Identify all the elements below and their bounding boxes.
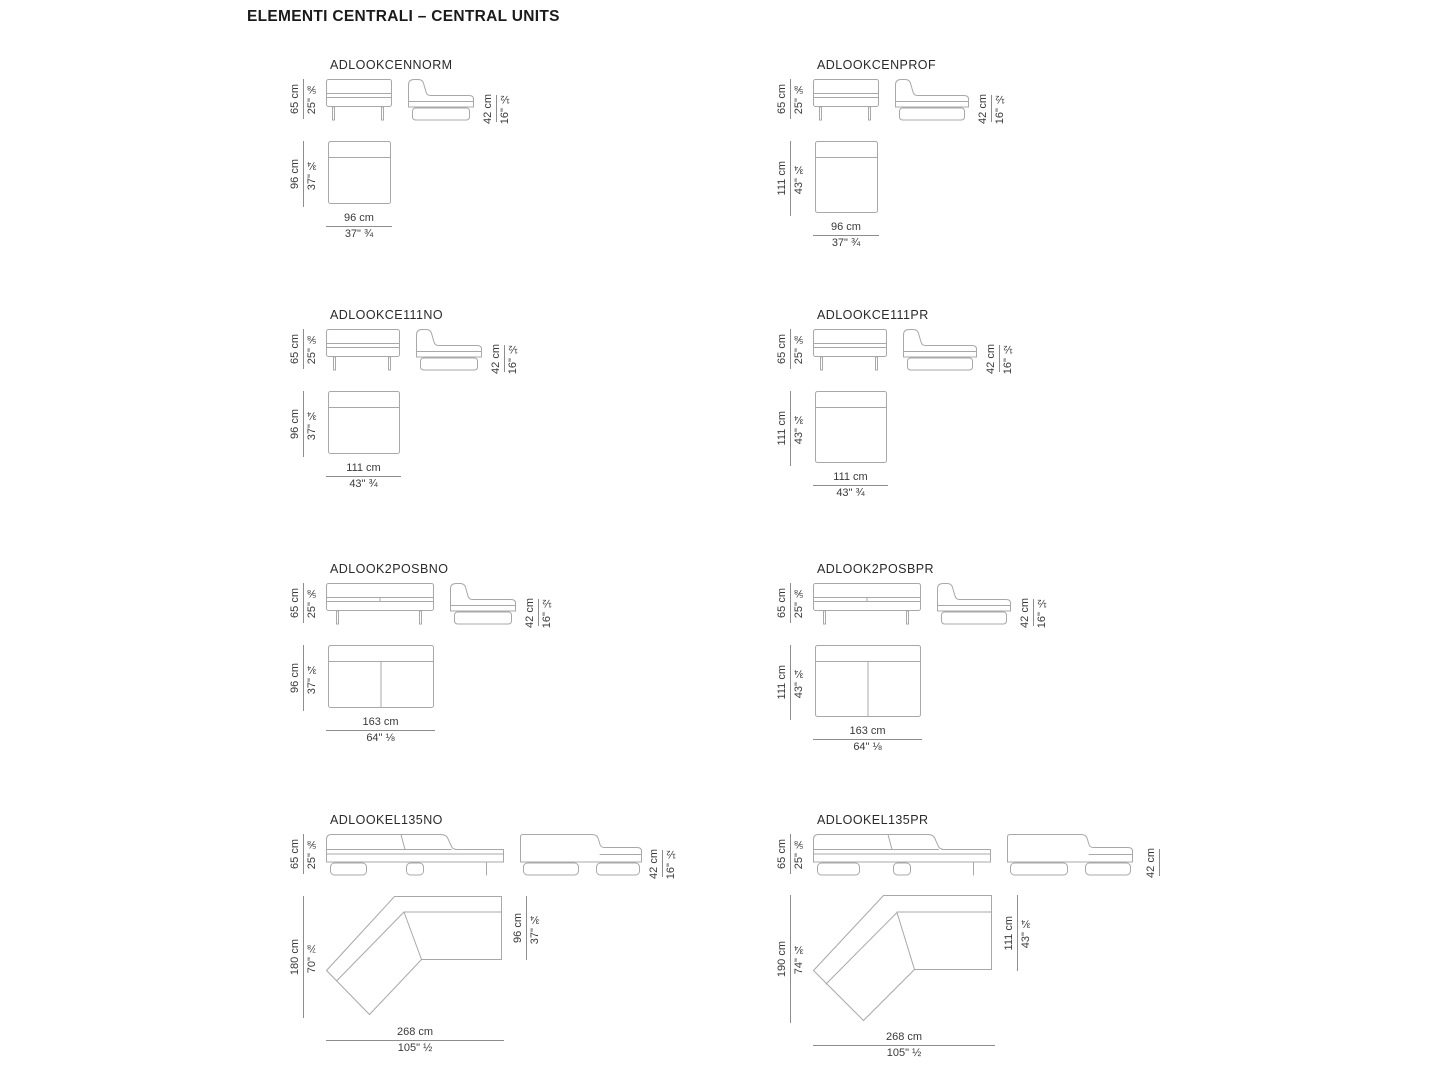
unit-code: ADLOOKCENPROF (817, 58, 937, 72)
height-dimension (287, 329, 320, 369)
unit-card-adlookel135no (247, 811, 734, 1076)
plan-depth-dimension (287, 645, 320, 711)
height-dimension (287, 583, 320, 623)
dimension-line (326, 730, 435, 731)
front-view-drawing (326, 583, 434, 625)
dimension-inch-label: 37" ¾ (306, 158, 318, 190)
back-view-drawing (1007, 834, 1133, 876)
plan-view-drawing (328, 391, 400, 454)
dimension-line (303, 645, 304, 711)
plan-view-row (287, 141, 734, 241)
seat-height-dimension (646, 848, 679, 879)
elevation-views (287, 834, 734, 879)
dimension-inch-label: 43" ¾ (793, 667, 805, 699)
dimension-cm-label: 96 cm (512, 913, 524, 944)
plan-depth-dimension (774, 895, 807, 1023)
plan-depth-dimension (287, 141, 320, 207)
side-view-drawing (895, 79, 969, 121)
front-view-drawing (326, 329, 400, 371)
dimension-inch-label: 105" ½ (886, 1046, 922, 1059)
dimension-cm-label: 42 cm (1145, 848, 1157, 878)
plan-view-block (813, 645, 922, 754)
height-dimension (287, 79, 320, 119)
dimension-line (1159, 849, 1160, 876)
dimension-inch-label: 37" ¾ (306, 408, 318, 440)
dimension-line (326, 476, 401, 477)
dimension-line (790, 141, 791, 216)
dimension-line (790, 329, 791, 369)
unit-card-adlook2posbpr (734, 560, 1221, 811)
elevation-views (287, 329, 734, 374)
plan-depth-dimension (287, 896, 320, 1018)
dimension-inch-label: 64" ⅛ (366, 732, 395, 745)
dimension-line (1033, 599, 1034, 626)
side-view-drawing (408, 79, 474, 121)
dimension-inch-label: 37" ¾ (344, 228, 374, 241)
plan-view-row (287, 645, 734, 745)
dimension-inch-label: 16" ½ (507, 343, 519, 375)
dimension-cm-label: 42 cm (490, 343, 502, 374)
dimension-cm-label: 111 cm (776, 665, 788, 700)
dimension-line (790, 79, 791, 119)
dimension-line (813, 1045, 995, 1046)
plan-depth-dimension (287, 391, 320, 457)
dimension-cm-label: 96 cm (289, 663, 301, 694)
plan-view-row (774, 645, 1221, 754)
seat-height-dimension (488, 343, 521, 374)
dimension-inch-label: 43" ¾ (349, 478, 378, 491)
plan-view-block (813, 141, 879, 250)
dimension-line (538, 599, 539, 626)
dimension-cm-label: 96 cm (831, 221, 861, 234)
plan-view-block (326, 645, 435, 745)
dimension-inch-label: 74" ¾ (793, 943, 805, 975)
plan-view-drawing (815, 391, 887, 463)
dimension-inch-label: 43" ¾ (1020, 917, 1032, 949)
unit-card-adlookce111no (247, 306, 734, 560)
dimension-cm-label: 111 cm (776, 411, 788, 446)
dimension-cm-label: 65 cm (776, 588, 788, 618)
plan-view-block (813, 895, 995, 1060)
dimension-cm-label: 65 cm (289, 588, 301, 618)
plan-width-dimension (326, 716, 435, 745)
seat-height-dimension (975, 93, 1008, 124)
plan-width-dimension (813, 1031, 995, 1060)
plan-view-drawing (328, 645, 434, 708)
dimension-inch-label: 43" ¾ (793, 413, 805, 445)
unit-card-adlookcennorm (247, 56, 734, 306)
dimension-inch-label: 43" ¾ (836, 487, 865, 500)
dimension-cm-label: 42 cm (524, 597, 536, 628)
plan-side-depth-dimension (510, 896, 543, 960)
dimension-line (303, 896, 304, 1018)
dimension-cm-label: 65 cm (776, 334, 788, 364)
dimension-inch-label: 64" ⅛ (853, 741, 882, 754)
unit-code: ADLOOKEL135PR (817, 813, 929, 827)
plan-width-dimension (326, 462, 401, 491)
unit-code: ADLOOKCE111NO (330, 308, 444, 322)
elevation-views (774, 329, 1221, 374)
front-view-drawing (813, 834, 991, 876)
dimension-line (526, 896, 527, 960)
dimension-cm-label: 42 cm (482, 93, 494, 124)
unit-code: ADLOOKCENNORM (330, 58, 453, 72)
dimension-line (326, 1040, 504, 1041)
page-title: ELEMENTI CENTRALI – CENTRAL UNITS (247, 8, 560, 25)
elevation-views (774, 583, 1221, 628)
dimension-inch-label: 16" ½ (994, 93, 1006, 125)
seat-height-dimension (983, 343, 1016, 374)
dimension-cm-label: 268 cm (396, 1026, 434, 1039)
plan-view-drawing (815, 141, 878, 213)
elevation-views (774, 834, 1221, 878)
dimension-inch-label: 16" ½ (1036, 597, 1048, 629)
plan-view-block (326, 391, 401, 491)
dimension-inch-label: 25" ⅝ (306, 83, 318, 115)
unit-card-adlookel135pr (734, 811, 1221, 1076)
dimension-line (790, 895, 791, 1023)
dimension-inch-label: 25" ⅝ (306, 333, 318, 365)
dimension-inch-label: 16" ½ (541, 597, 553, 629)
height-dimension (774, 583, 807, 623)
dimension-cm-label: 42 cm (648, 848, 660, 879)
dimension-line (303, 141, 304, 207)
plan-view-block (326, 141, 392, 241)
dimension-cm-label: 65 cm (776, 84, 788, 114)
elevation-views (287, 79, 734, 124)
dimension-line (662, 850, 663, 877)
plan-view-drawing (815, 645, 921, 717)
dimension-line (303, 834, 304, 874)
dimension-inch-label: 16" ½ (665, 848, 677, 880)
height-dimension (774, 79, 807, 119)
dimension-inch-label: 16" ½ (1002, 343, 1014, 375)
dimension-inch-label: 25" ⅝ (793, 333, 805, 365)
dimension-cm-label: 111 cm (776, 161, 788, 196)
plan-view-row (774, 391, 1221, 500)
front-view-drawing (326, 834, 504, 876)
plan-view-row (287, 896, 734, 1055)
dimension-cm-label: 180 cm (289, 939, 301, 976)
unit-code: ADLOOK2POSBPR (817, 562, 935, 576)
dimension-line (1017, 895, 1018, 971)
seat-height-dimension (1017, 597, 1050, 628)
dimension-line (813, 485, 888, 486)
dimension-line (496, 95, 497, 122)
dimension-inch-label: 37" ¾ (831, 237, 861, 250)
dimension-cm-label: 111 cm (1003, 915, 1015, 951)
plan-view-row (287, 391, 734, 491)
height-dimension (287, 834, 320, 874)
dimension-cm-label: 163 cm (849, 725, 886, 738)
side-view-drawing (416, 329, 482, 371)
plan-view-drawing (326, 896, 504, 1018)
front-view-drawing (813, 79, 879, 121)
plan-view-block (813, 391, 888, 500)
dimension-cm-label: 111 cm (833, 471, 868, 484)
dimension-line (790, 645, 791, 720)
plan-width-dimension (813, 725, 922, 754)
plan-depth-dimension (774, 645, 807, 720)
dimension-cm-label: 96 cm (289, 409, 301, 440)
front-view-drawing (813, 329, 887, 371)
dimension-cm-label: 96 cm (344, 212, 374, 225)
plan-width-dimension (813, 471, 888, 500)
dimension-inch-label: 16" ½ (499, 93, 511, 125)
dimension-cm-label: 268 cm (885, 1030, 923, 1043)
seat-height-dimension (480, 93, 513, 124)
elevation-views (774, 79, 1221, 124)
seat-height-dimension (522, 597, 555, 628)
front-view-drawing (813, 583, 921, 625)
dimension-cm-label: 190 cm (776, 940, 788, 977)
dimension-line (303, 79, 304, 119)
dimension-line (504, 345, 505, 372)
dimension-line (790, 391, 791, 466)
dimension-line (303, 583, 304, 623)
dimension-line (991, 95, 992, 122)
dimension-inch-label: 25" ⅝ (306, 587, 318, 619)
dimension-cm-label: 42 cm (985, 343, 997, 374)
plan-view-drawing (328, 141, 391, 204)
dimension-cm-label: 65 cm (289, 839, 301, 869)
dimension-cm-label: 65 cm (289, 334, 301, 364)
dimension-cm-label: 42 cm (1019, 597, 1031, 628)
plan-width-dimension (326, 212, 392, 241)
unit-code: ADLOOKCE111PR (817, 308, 929, 322)
dimension-inch-label: 37" ¾ (529, 912, 541, 944)
dimension-inch-label: 25" ⅝ (793, 587, 805, 619)
seat-height-dimension (1137, 848, 1170, 878)
dimension-cm-label: 96 cm (289, 159, 301, 190)
plan-depth-dimension (774, 391, 807, 466)
dimension-inch-label: 25" ⅝ (793, 83, 805, 115)
side-view-drawing (903, 329, 977, 371)
height-dimension (774, 329, 807, 369)
unit-code: ADLOOK2POSBNO (330, 562, 449, 576)
side-view-drawing (937, 583, 1011, 625)
back-view-drawing (520, 834, 642, 876)
dimension-inch-label: 70" ⅞ (306, 941, 318, 973)
plan-depth-dimension (774, 141, 807, 216)
elevation-views (287, 583, 734, 628)
plan-side-depth-dimension (1001, 895, 1034, 971)
dimension-line (999, 345, 1000, 372)
side-view-drawing (450, 583, 516, 625)
dimension-line (790, 583, 791, 623)
dimension-cm-label: 111 cm (346, 462, 381, 475)
unit-card-adlookce111pr (734, 306, 1221, 560)
dimension-inch-label: 37" ¾ (306, 662, 318, 694)
dimension-line (303, 391, 304, 457)
unit-card-adlook2posbno (247, 560, 734, 811)
dimension-cm-label: 163 cm (362, 716, 399, 729)
plan-view-row (774, 141, 1221, 250)
dimension-cm-label: 65 cm (776, 839, 788, 869)
dimension-cm-label: 65 cm (289, 84, 301, 114)
plan-view-row (774, 895, 1221, 1060)
unit-card-adlookcenprof (734, 56, 1221, 306)
dimension-inch-label: 105" ½ (397, 1042, 433, 1055)
dimension-cm-label: 42 cm (977, 93, 989, 124)
dimension-line (303, 329, 304, 369)
height-dimension (774, 834, 807, 874)
units-grid (247, 56, 1221, 1076)
plan-width-dimension (813, 221, 879, 250)
dimension-line (813, 235, 879, 236)
dimension-inch-label: 25" ⅝ (306, 838, 318, 870)
dimension-inch-label: 43" ¾ (793, 163, 805, 195)
dimension-line (813, 739, 922, 740)
unit-code: ADLOOKEL135NO (330, 813, 443, 827)
dimension-line (790, 834, 791, 874)
dimension-inch-label: 25" ⅝ (793, 838, 805, 870)
front-view-drawing (326, 79, 392, 121)
plan-view-block (326, 896, 504, 1055)
plan-view-drawing (813, 895, 995, 1023)
plan-width-dimension (326, 1026, 504, 1055)
dimension-line (326, 226, 392, 227)
